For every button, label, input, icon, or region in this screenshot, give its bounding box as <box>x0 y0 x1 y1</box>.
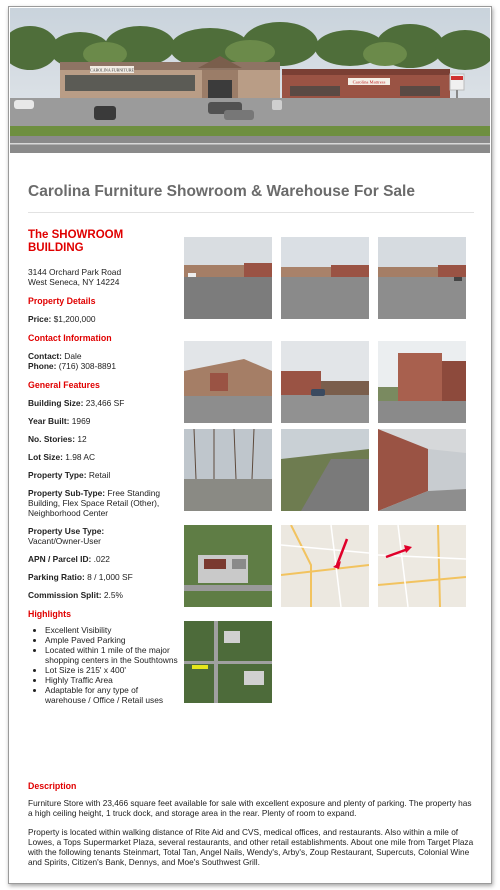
photo-thumbnail[interactable] <box>378 429 466 511</box>
svg-text:CAROLINA FURNITURE: CAROLINA FURNITURE <box>90 67 134 73</box>
list-item: • Ample Paved Parking <box>45 635 178 645</box>
photo-thumbnail[interactable] <box>281 341 369 423</box>
hero-photo[interactable] <box>10 8 490 153</box>
list-item: • Lot Size is 215' x 400' <box>45 665 178 675</box>
map-thumbnail[interactable] <box>281 525 369 607</box>
feature-lot-size <box>28 452 178 462</box>
feature-apn <box>28 554 178 564</box>
list-item: • Located within 1 mile of the major shopping centers in the Southtowns <box>45 645 178 665</box>
feature-label: Parking Ratio: <box>28 572 85 582</box>
photo-thumbnail[interactable] <box>378 341 466 423</box>
photo-thumbnail[interactable] <box>184 237 272 319</box>
feature-value: 1969 <box>71 416 91 426</box>
section-contact-information: Contact Information <box>28 333 112 343</box>
photo-thumbnail[interactable] <box>378 237 466 319</box>
address <box>28 267 178 287</box>
price-label: Price: <box>28 314 52 324</box>
description-paragraph: Property is located within walking distance of Rite Aid and CVS, medical offices, and restaurants. Also within a mile of Lowes, a Tops Supermarket Plaza, several restaurants, and other retail establishments. About one mile from Target Plaza with the following tenants Steinmart, Total Tan, Angel Nails, Wendy's, Arby's, Zoup Restaurant, Supercuts, Colonial Wine and Spirits, Citizen's Bank, Dennys, and Moe's Southwest Grill. <box>28 827 474 867</box>
list-item: • Highly Traffic Area <box>45 675 178 685</box>
description-section <box>28 781 474 876</box>
photo-thumbnail[interactable] <box>281 237 369 319</box>
feature-label: Year Built: <box>28 416 70 426</box>
feature-value: Vacant/Owner-User <box>28 536 101 546</box>
feature-property-use-type <box>28 526 178 546</box>
section-description: Description <box>28 781 77 791</box>
feature-value: 2.5% <box>103 590 123 600</box>
price-value: $1,200,000 <box>53 314 96 324</box>
description-paragraph: Furniture Store with 23,466 square feet available for sale with excellent exposure and plenty of parking. The property has a high ceiling height, 1 truck dock, and storage area in the rear. Plenty of room to expand. <box>28 798 472 818</box>
contact-field <box>28 351 178 371</box>
feature-value: .022 <box>93 554 110 564</box>
feature-property-type <box>28 470 178 480</box>
feature-label: No. Stories: <box>28 434 75 444</box>
feature-label: Property Type: <box>28 470 87 480</box>
feature-value: 12 <box>77 434 87 444</box>
section-general-features: General Features <box>28 380 100 390</box>
listing-card <box>8 6 492 884</box>
feature-label: Building Size: <box>28 398 84 408</box>
contact-label: Contact: <box>28 351 62 361</box>
aerial-photo[interactable] <box>184 621 272 703</box>
photo-thumbnail[interactable] <box>184 341 272 423</box>
feature-building-size <box>28 398 178 408</box>
photo-thumbnail[interactable] <box>184 429 272 511</box>
photo-gallery <box>184 237 474 717</box>
feature-value: 8 / 1,000 SF <box>87 572 133 582</box>
feature-value: Retail <box>88 470 111 480</box>
title-divider <box>28 212 474 213</box>
address-line-1: 3144 Orchard Park Road <box>28 267 122 277</box>
phone-value[interactable]: (716) 308-8891 <box>58 361 116 371</box>
feature-label: APN / Parcel ID: <box>28 554 92 564</box>
section-highlights: Highlights <box>28 609 72 619</box>
contact-value: Dale <box>64 351 82 361</box>
feature-property-subtype <box>28 488 178 518</box>
feature-parking-ratio <box>28 572 178 582</box>
feature-commission-split <box>28 590 178 600</box>
aerial-photo[interactable] <box>184 525 272 607</box>
building-name: The SHOWROOM BUILDING <box>28 229 124 254</box>
phone-label: Phone: <box>28 361 57 371</box>
feature-value: Free Standing Building, Flex Space Retail (Other), Neighborhood Center <box>28 488 161 518</box>
feature-label: Commission Split: <box>28 590 102 600</box>
details-column <box>28 229 178 705</box>
section-property-details: Property Details <box>28 296 96 306</box>
feature-value: 23,466 SF <box>85 398 125 408</box>
feature-value: 1.98 AC <box>65 452 96 462</box>
feature-label: Property Sub-Type: <box>28 488 106 498</box>
page-title: Carolina Furniture Showroom & Warehouse For Sale <box>28 183 415 200</box>
feature-label: Lot Size: <box>28 452 63 462</box>
price-field <box>28 314 178 324</box>
feature-label: Property Use Type: <box>28 526 105 536</box>
list-item: • Adaptable for any type of warehouse / Office / Retail uses <box>45 685 178 705</box>
list-item: • Excellent Visibility <box>45 625 178 635</box>
address-line-2: West Seneca, NY 14224 <box>28 277 120 287</box>
feature-stories <box>28 434 178 444</box>
highlights-list <box>45 625 178 705</box>
photo-thumbnail[interactable] <box>281 429 369 511</box>
feature-year-built <box>28 416 178 426</box>
map-thumbnail[interactable] <box>378 525 466 607</box>
svg-text:Carolina Mattress: Carolina Mattress <box>352 79 386 85</box>
